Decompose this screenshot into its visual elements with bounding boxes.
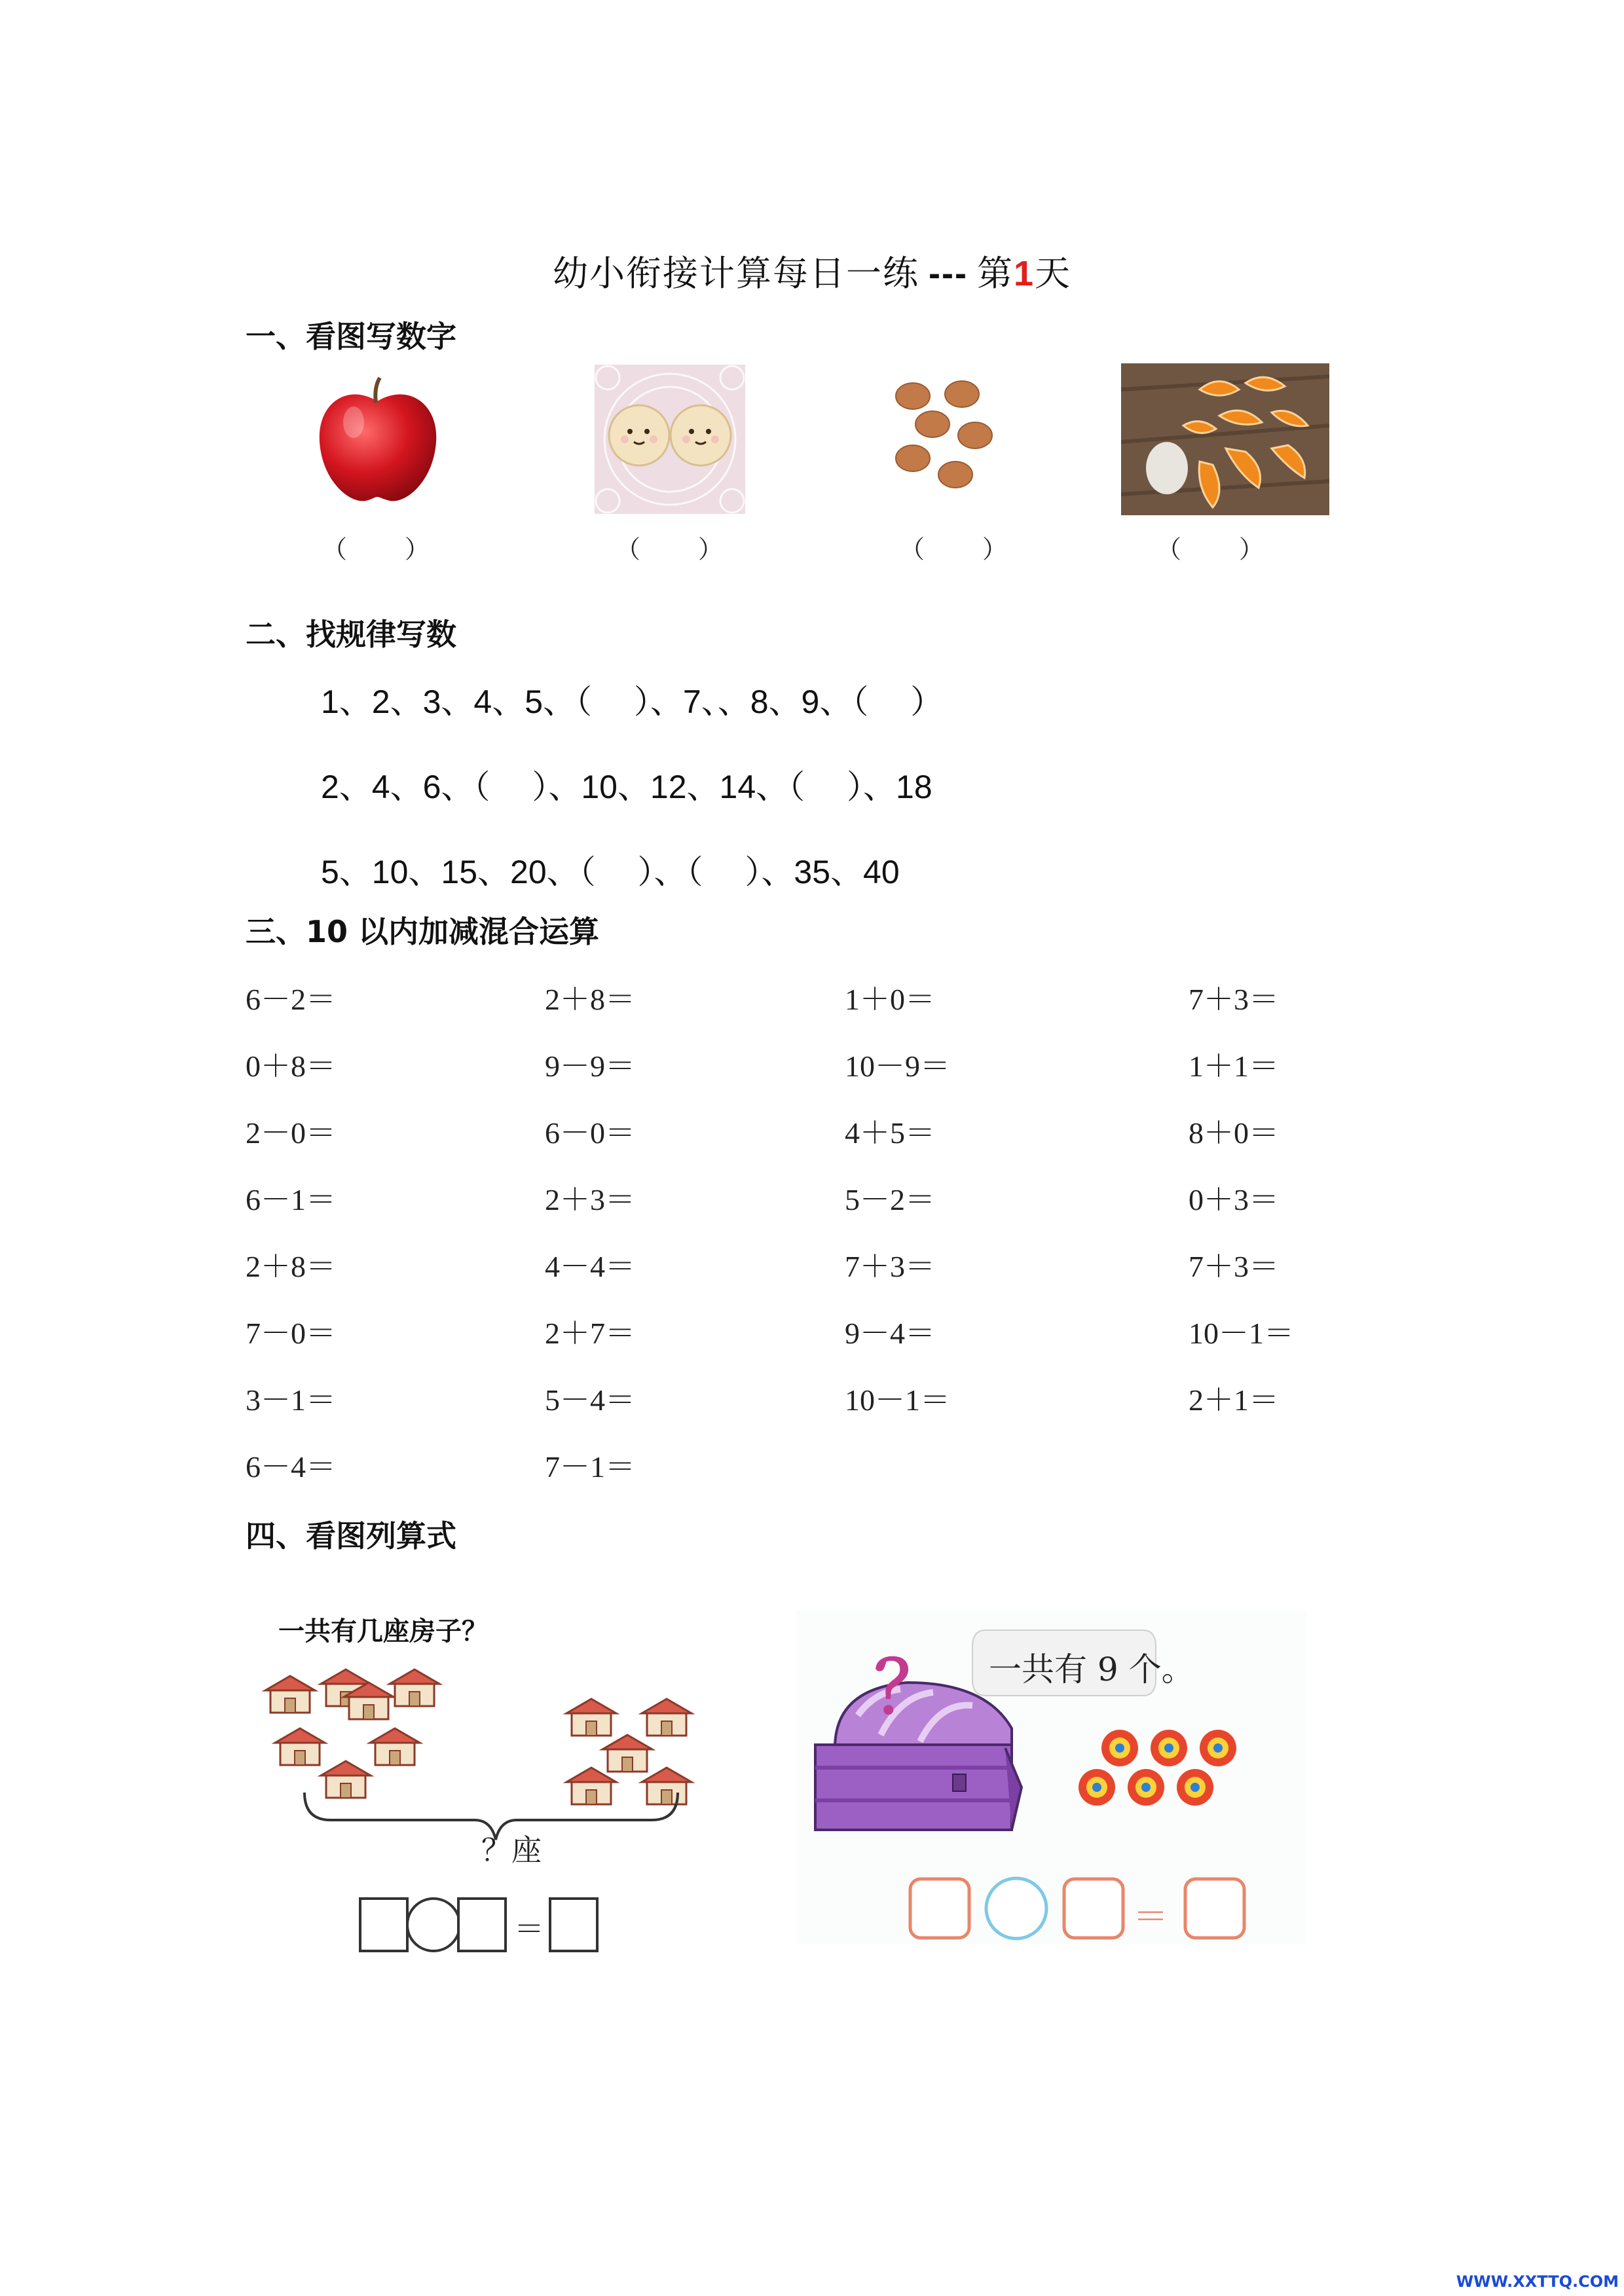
equation-item[interactable]: 6－1＝ (246, 1183, 336, 1216)
cookies-answer-blank[interactable]: （ ） (615, 535, 726, 564)
equation-item[interactable]: 0＋8＝ (246, 1049, 336, 1083)
equation-item[interactable]: 7＋3＝ (1189, 983, 1279, 1016)
houses-picture (259, 1597, 730, 1964)
house-icon (566, 1699, 616, 1736)
equation-item[interactable]: 10－9＝ (845, 1049, 950, 1083)
equation-item[interactable]: 1＋1＝ (1189, 1049, 1279, 1083)
equation-item[interactable]: 3－1＝ (246, 1383, 336, 1417)
sequence-row-2[interactable]: 2、4、6、（ ）、10、12、14、（ ）、18 (321, 769, 932, 805)
chest-picture (796, 1611, 1306, 1944)
equation-item[interactable]: 9－4＝ (845, 1317, 935, 1350)
equation-item[interactable]: 5－4＝ (545, 1383, 635, 1417)
house-icon (566, 1768, 616, 1804)
apple-answer-blank[interactable]: （ ） (322, 535, 432, 564)
equation-item[interactable]: 2＋1＝ (1189, 1383, 1279, 1417)
equation-item[interactable]: 6－4＝ (246, 1450, 336, 1484)
title-day-number: 1 (1013, 254, 1035, 293)
houses-equals-sign: ＝ (514, 1911, 544, 1946)
section2-heading: 二、找规律写数 (246, 617, 456, 652)
equation-item[interactable]: 6－0＝ (545, 1116, 635, 1150)
houses-question: 一共有几座房子？ (278, 1616, 488, 1647)
equation-item[interactable]: 6－2＝ (246, 983, 336, 1016)
section3-heading: 三、10 以内加减混合运算 (246, 914, 600, 949)
house-icon (642, 1768, 692, 1804)
oranges-image (1121, 363, 1329, 515)
house-icon (370, 1728, 420, 1765)
equation-item[interactable]: 8＋0＝ (1189, 1116, 1279, 1150)
title-dashes: --- (929, 254, 968, 293)
equation-item[interactable]: 10－1＝ (845, 1383, 950, 1417)
equation-item[interactable]: 4＋5＝ (845, 1116, 935, 1150)
equation-item[interactable]: 2－0＝ (246, 1116, 336, 1150)
house-icon (390, 1669, 439, 1706)
title-prefix: 幼小衔接计算每日一练 (553, 253, 919, 294)
house-icon (275, 1728, 325, 1765)
house-icon (642, 1699, 692, 1736)
equation-item[interactable]: 4－4＝ (545, 1250, 635, 1283)
chest-question-mark: ？ (874, 1646, 946, 1730)
page-title (0, 246, 1624, 296)
equation-item[interactable]: 2＋8＝ (246, 1250, 336, 1283)
equation-item[interactable]: 2＋7＝ (545, 1317, 635, 1350)
equation-item[interactable]: 10－1＝ (1189, 1317, 1294, 1350)
equation-item[interactable]: 7－0＝ (246, 1317, 336, 1350)
house-icon (602, 1735, 652, 1772)
eggs-answer-blank[interactable]: （ ） (899, 535, 1010, 564)
cookies-image (595, 365, 745, 514)
equation-item[interactable]: 5－2＝ (845, 1183, 935, 1216)
eggs-image (887, 367, 1005, 511)
equation-item[interactable]: 7＋3＝ (1189, 1250, 1279, 1283)
house-icon (321, 1761, 371, 1798)
section4-heading: 四、看图列算式 (246, 1518, 456, 1554)
house-icon (265, 1676, 315, 1713)
houses-unit: ？座 (481, 1832, 542, 1868)
oranges-answer-blank[interactable]: （ ） (1156, 535, 1266, 564)
title-day-start: 第 (976, 253, 1014, 294)
title-day-end: 天 (1035, 253, 1071, 294)
sequence-row-1[interactable]: 1、2、3、4、5、（ ）、7、、8、9、（ ） (321, 683, 944, 720)
chest-bubble-text: 一共有 9 个。 (989, 1650, 1194, 1688)
section1-heading: 一、看图写数字 (246, 319, 456, 354)
equation-item[interactable]: 2＋8＝ (545, 983, 635, 1016)
chest-equals-sign: ＝ (1133, 1896, 1168, 1937)
watermark: WWW.XXTTQ.COM (1456, 2272, 1619, 2291)
equation-item[interactable]: 9－9＝ (545, 1049, 635, 1083)
equation-item[interactable]: 2＋3＝ (545, 1183, 635, 1216)
equation-item[interactable]: 0＋3＝ (1189, 1183, 1279, 1216)
equation-item[interactable]: 1＋0＝ (845, 983, 935, 1016)
equation-item[interactable]: 7＋3＝ (845, 1250, 935, 1283)
apple-image (303, 363, 452, 513)
equation-item[interactable]: 7－1＝ (545, 1450, 635, 1484)
sequence-row-3[interactable]: 5、10、15、20、（ ）、（ ）、35、40 (321, 854, 900, 890)
